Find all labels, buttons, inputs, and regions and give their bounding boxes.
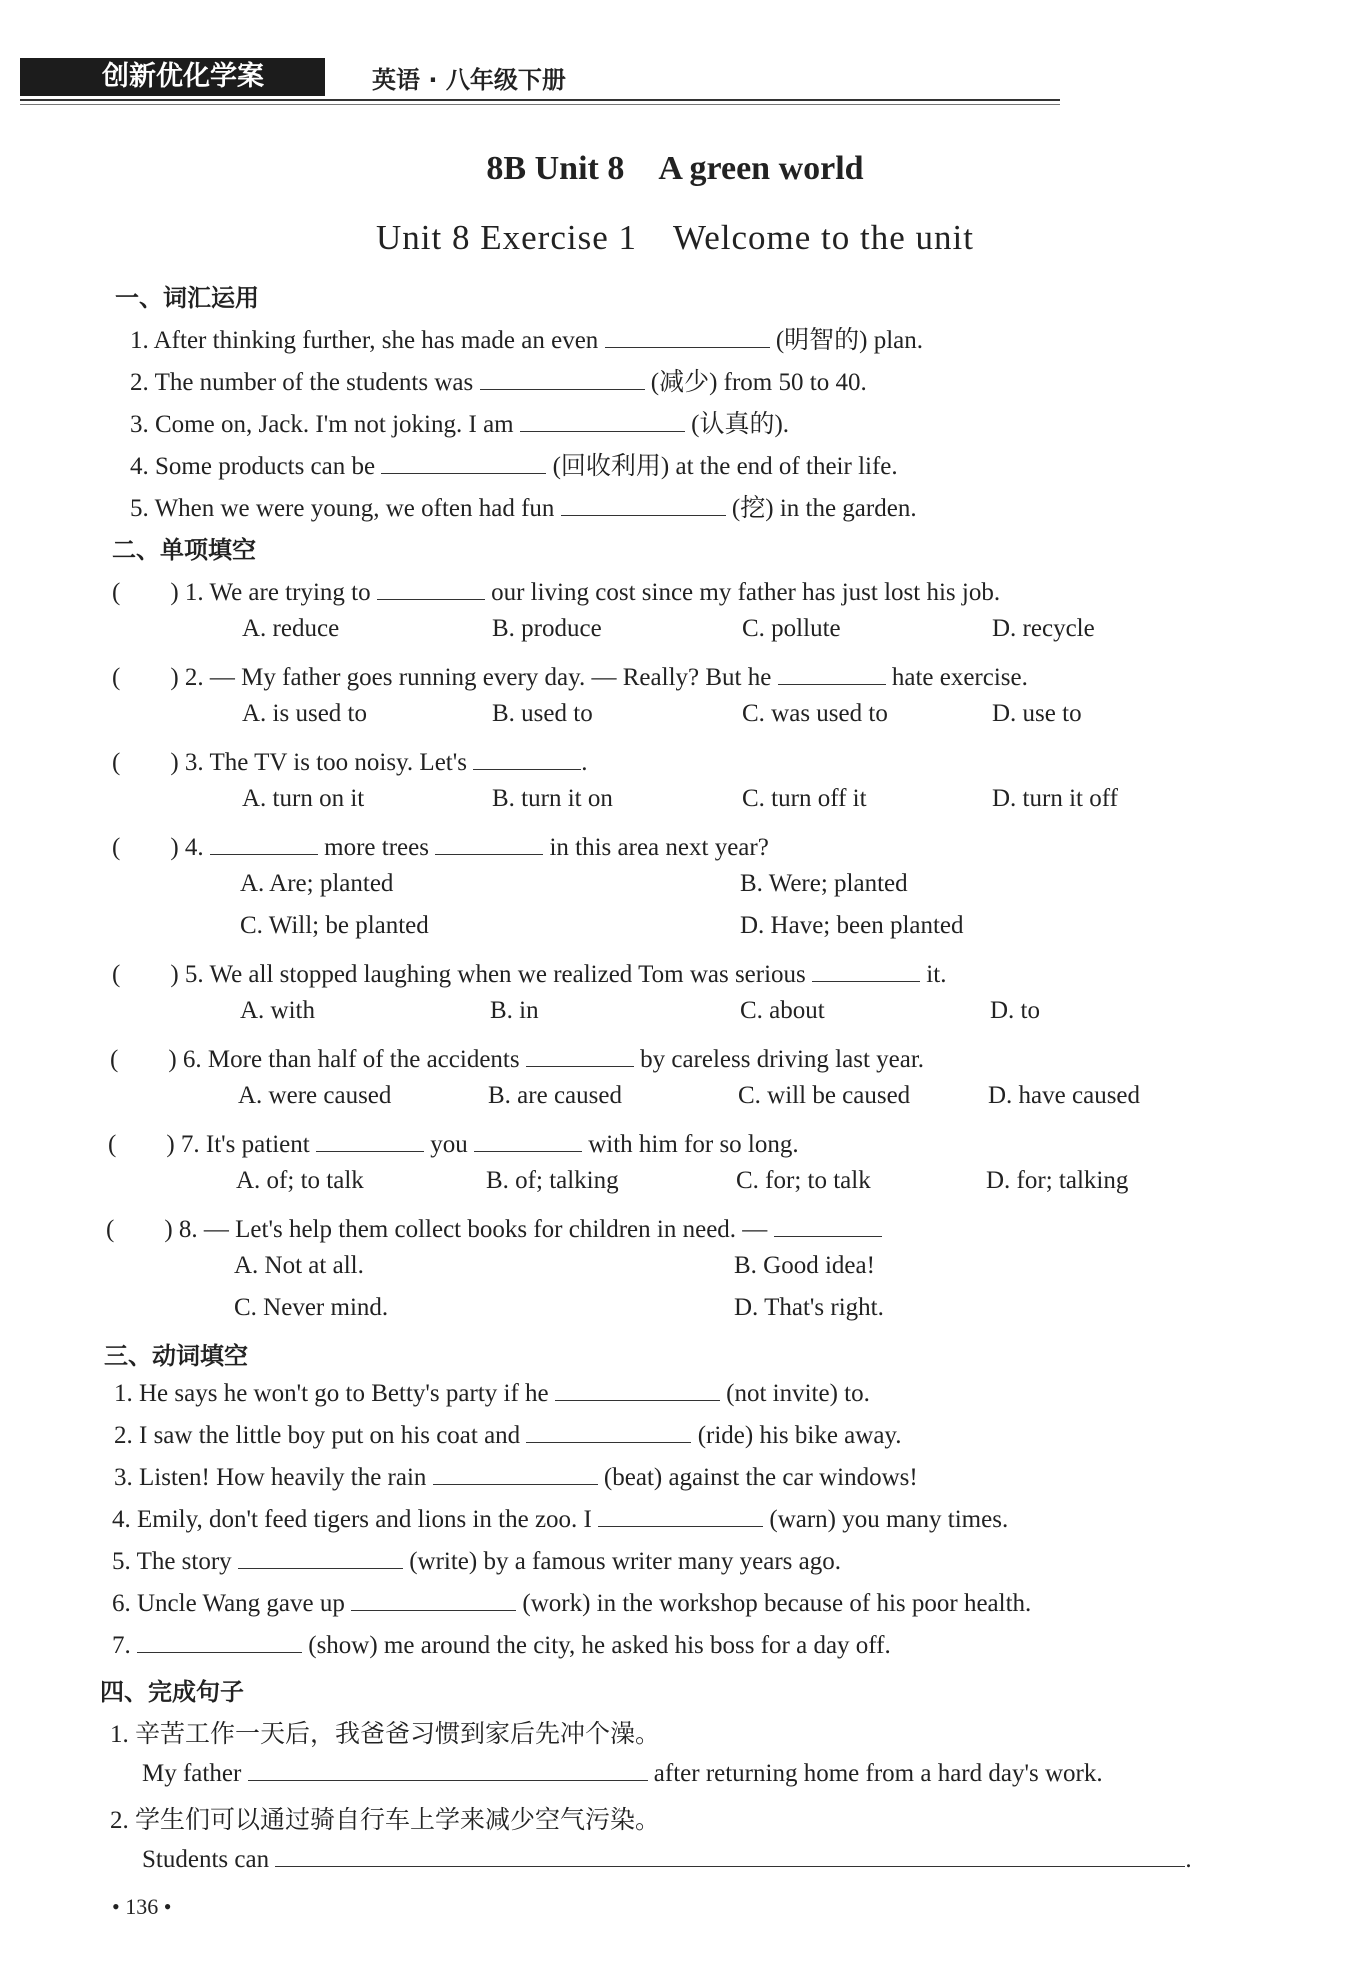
option-b[interactable]: B. Good idea!: [734, 1252, 875, 1279]
option-a[interactable]: A. is used to: [242, 700, 367, 727]
item-text: When we were young, we often had fun: [154, 495, 555, 522]
question-number: 6.: [182, 1046, 202, 1073]
header-rule-thin: [20, 104, 1060, 105]
item-hint: (减少) from 50 to 40.: [650, 369, 867, 396]
item-number: 4.: [112, 1506, 131, 1533]
question-text: more trees: [324, 834, 429, 861]
answer-paren[interactable]: ( ): [110, 1046, 177, 1073]
question-text: We all stopped laughing when we realized Tom was serious: [209, 961, 806, 988]
answer-blank[interactable]: [605, 325, 770, 348]
answer-blank[interactable]: [381, 451, 546, 474]
question-text-end: .: [581, 749, 588, 776]
question-number: 4.: [184, 834, 204, 861]
answer-blank[interactable]: [351, 1588, 516, 1611]
verb-item-6: [112, 1588, 1031, 1618]
question-text: It's patient: [205, 1131, 310, 1158]
answer-blank[interactable]: [520, 409, 685, 432]
answer-blank[interactable]: [316, 1129, 424, 1152]
option-c[interactable]: C. will be caused: [738, 1082, 911, 1109]
item-text: He says he won't go to Betty's party if he: [139, 1380, 549, 1407]
answer-blank[interactable]: [435, 832, 543, 855]
question-text-end: it.: [926, 961, 947, 988]
mc-question-7: [108, 1124, 799, 1160]
sentence-start: My father: [142, 1760, 242, 1787]
question-text-end: hate exercise.: [891, 664, 1028, 691]
answer-blank[interactable]: [561, 493, 726, 516]
option-b[interactable]: B. of; talking: [486, 1167, 619, 1194]
page-title: 8B Unit 8 A green world: [486, 150, 864, 187]
option-d[interactable]: D. for; talking: [986, 1167, 1129, 1194]
answer-blank[interactable]: [778, 662, 886, 685]
question-text-mid: you: [430, 1131, 468, 1158]
item-number: 1.: [114, 1380, 133, 1407]
section-heading-verbs: 三、动词填空: [104, 1342, 248, 1370]
question-text: We are trying to: [209, 579, 371, 606]
option-b[interactable]: B. produce: [492, 615, 602, 642]
item-text: Listen! How heavily the rain: [139, 1464, 427, 1491]
item-number: 3.: [114, 1464, 133, 1491]
question-number: 3.: [184, 749, 204, 776]
item-number: 3.: [130, 411, 149, 438]
mc-question-1: [112, 572, 1000, 608]
question-number: 8.: [178, 1216, 198, 1243]
option-a[interactable]: A. Not at all.: [234, 1252, 364, 1279]
vocab-item-3: [130, 404, 789, 440]
item-number: 7.: [112, 1632, 131, 1659]
mc-question-6: [110, 1039, 924, 1075]
mc-question-4: [112, 827, 769, 863]
item-hint: (认真的).: [691, 411, 790, 438]
page-subtitle: Unit 8 Exercise 1 Welcome to the unit: [376, 218, 974, 257]
item-number: 2.: [130, 369, 149, 396]
answer-blank[interactable]: [480, 367, 645, 390]
complete-item-1-chinese: [110, 1714, 660, 1750]
answer-blank[interactable]: [248, 1758, 648, 1781]
item-number: 2.: [110, 1807, 129, 1834]
answer-paren[interactable]: ( ): [112, 834, 179, 861]
answer-paren[interactable]: ( ): [112, 961, 179, 988]
page-number: • 136 •: [112, 1894, 172, 1919]
item-text: I saw the little boy put on his coat and: [139, 1422, 521, 1449]
item-text: The story: [136, 1548, 232, 1575]
item-text: The number of the students was: [154, 369, 474, 396]
subject-label: 英语 · 八年级下册: [372, 66, 566, 94]
question-number: 2.: [184, 664, 204, 691]
verb-item-4: [112, 1504, 1008, 1534]
question-text: More than half of the accidents: [207, 1046, 520, 1073]
verb-item-1: [114, 1378, 870, 1408]
answer-blank[interactable]: [812, 959, 920, 982]
mc-question-2: [112, 657, 1028, 693]
answer-blank[interactable]: [210, 832, 318, 855]
verb-item-3: [114, 1462, 918, 1492]
item-number: 1.: [130, 327, 149, 354]
question-text: The TV is too noisy. Let's: [209, 749, 467, 776]
option-a[interactable]: A. of; to talk: [236, 1167, 364, 1194]
mc-question-8: [106, 1209, 882, 1245]
item-hint: (明智的) plan.: [775, 327, 924, 354]
item-hint: (beat) against the car windows!: [603, 1464, 918, 1491]
question-number: 5.: [184, 961, 204, 988]
option-d[interactable]: D. turn it off: [992, 785, 1118, 812]
option-c[interactable]: C. was used to: [742, 700, 888, 727]
option-d[interactable]: D. to: [990, 997, 1040, 1024]
answer-paren[interactable]: ( ): [112, 579, 179, 606]
answer-paren[interactable]: ( ): [112, 749, 179, 776]
option-c[interactable]: C. about: [740, 997, 825, 1024]
verb-item-5: [112, 1546, 841, 1576]
item-hint: (write) by a famous writer many years ago.: [409, 1548, 841, 1575]
item-number: 4.: [130, 453, 149, 480]
sentence-start: Students can: [142, 1846, 270, 1873]
question-text-end: by careless driving last year.: [640, 1046, 925, 1073]
mc-question-5: [112, 954, 946, 990]
sentence-end: .: [1185, 1846, 1192, 1873]
option-c[interactable]: C. turn off it: [742, 785, 867, 812]
brand-banner: 创新优化学案: [20, 58, 325, 96]
verb-item-7: [112, 1630, 891, 1660]
item-number: 1.: [110, 1721, 129, 1748]
option-c[interactable]: C. for; to talk: [736, 1167, 871, 1194]
question-number: 1.: [184, 579, 204, 606]
item-number: 6.: [112, 1590, 131, 1617]
vocab-item-4: [130, 446, 898, 482]
option-b[interactable]: B. are caused: [488, 1082, 622, 1109]
option-c[interactable]: C. Will; be planted: [240, 912, 429, 939]
answer-blank[interactable]: [555, 1378, 720, 1401]
item-hint: (warn) you many times.: [769, 1506, 1009, 1533]
option-d[interactable]: D. Have; been planted: [740, 912, 964, 939]
section-heading-complete: 四、完成句子: [100, 1678, 244, 1706]
answer-blank[interactable]: [377, 577, 485, 600]
answer-blank[interactable]: [526, 1420, 691, 1443]
header-rule: [20, 99, 1060, 101]
question-text-end: with him for so long.: [588, 1131, 799, 1158]
item-hint: (ride) his bike away.: [697, 1422, 902, 1449]
option-c[interactable]: C. pollute: [742, 615, 841, 642]
item-number: 2.: [114, 1422, 133, 1449]
answer-blank[interactable]: [473, 747, 581, 770]
item-hint: (回收利用) at the end of their life.: [552, 453, 898, 480]
option-a[interactable]: A. Are; planted: [240, 870, 394, 897]
vocab-item-5: [130, 488, 917, 524]
vocab-item-2: [130, 362, 867, 398]
item-hint: (挖) in the garden.: [731, 495, 917, 522]
option-b[interactable]: B. in: [490, 997, 539, 1024]
chinese-sentence: 辛苦工作一天后，我爸爸习惯到家后先冲个澡。: [135, 1721, 661, 1748]
mc-question-3: [112, 742, 587, 778]
question-text-end: in this area next year?: [549, 834, 769, 861]
verb-item-2: [114, 1420, 902, 1450]
answer-blank[interactable]: [774, 1214, 882, 1237]
answer-paren[interactable]: ( ): [106, 1216, 173, 1243]
question-number: 7.: [180, 1131, 200, 1158]
item-hint: (not invite) to.: [726, 1380, 870, 1407]
section-heading-mc: 二、单项填空: [112, 536, 256, 564]
option-d[interactable]: D. have caused: [988, 1082, 1141, 1109]
complete-item-1-english: [142, 1758, 1103, 1788]
item-hint: (work) in the workshop because of his poor health.: [522, 1590, 1032, 1617]
question-text-end: our living cost since my father has just lost his job.: [491, 579, 1001, 606]
answer-blank[interactable]: [474, 1129, 582, 1152]
item-hint: (show) me around the city, he asked his boss for a day off.: [308, 1632, 891, 1659]
question-text: — My father goes running every day. — Really? But he: [209, 664, 772, 691]
option-d[interactable]: D. recycle: [992, 615, 1095, 642]
sentence-end: after returning home from a hard day's work.: [653, 1760, 1103, 1787]
option-a[interactable]: A. were caused: [238, 1082, 392, 1109]
answer-blank[interactable]: [238, 1546, 403, 1569]
chinese-sentence: 学生们可以通过骑自行车上学来减少空气污染。: [135, 1807, 661, 1834]
complete-item-2-chinese: [110, 1800, 660, 1836]
answer-paren[interactable]: ( ): [112, 664, 179, 691]
item-number: 5.: [130, 495, 149, 522]
option-c[interactable]: C. Never mind.: [234, 1294, 389, 1321]
item-text: Come on, Jack. I'm not joking. I am: [155, 411, 514, 438]
option-b[interactable]: B. Were; planted: [740, 870, 908, 897]
item-number: 5.: [112, 1548, 131, 1575]
option-b[interactable]: B. used to: [492, 700, 593, 727]
answer-blank[interactable]: [598, 1504, 763, 1527]
answer-blank[interactable]: [526, 1044, 634, 1067]
item-text: Emily, don't feed tigers and lions in the zoo. I: [137, 1506, 592, 1533]
item-text: After thinking further, she has made an even: [153, 327, 599, 354]
item-text: Some products can be: [155, 453, 376, 480]
question-text: — Let's help them collect books for children in need. —: [203, 1216, 768, 1243]
item-text: Uncle Wang gave up: [137, 1590, 345, 1617]
option-a[interactable]: A. reduce: [242, 615, 340, 642]
section-heading-vocab: 一、词汇运用: [115, 284, 259, 312]
option-a[interactable]: A. with: [240, 997, 315, 1024]
answer-blank[interactable]: [137, 1630, 302, 1653]
complete-item-2-english: [142, 1844, 1192, 1874]
option-b[interactable]: B. turn it on: [492, 785, 613, 812]
answer-paren[interactable]: ( ): [108, 1131, 175, 1158]
option-d[interactable]: D. use to: [992, 700, 1082, 727]
option-d[interactable]: D. That's right.: [734, 1294, 884, 1321]
option-a[interactable]: A. turn on it: [242, 785, 365, 812]
vocab-item-1: [130, 320, 923, 356]
answer-blank[interactable]: [433, 1462, 598, 1485]
answer-blank[interactable]: [275, 1844, 1185, 1867]
